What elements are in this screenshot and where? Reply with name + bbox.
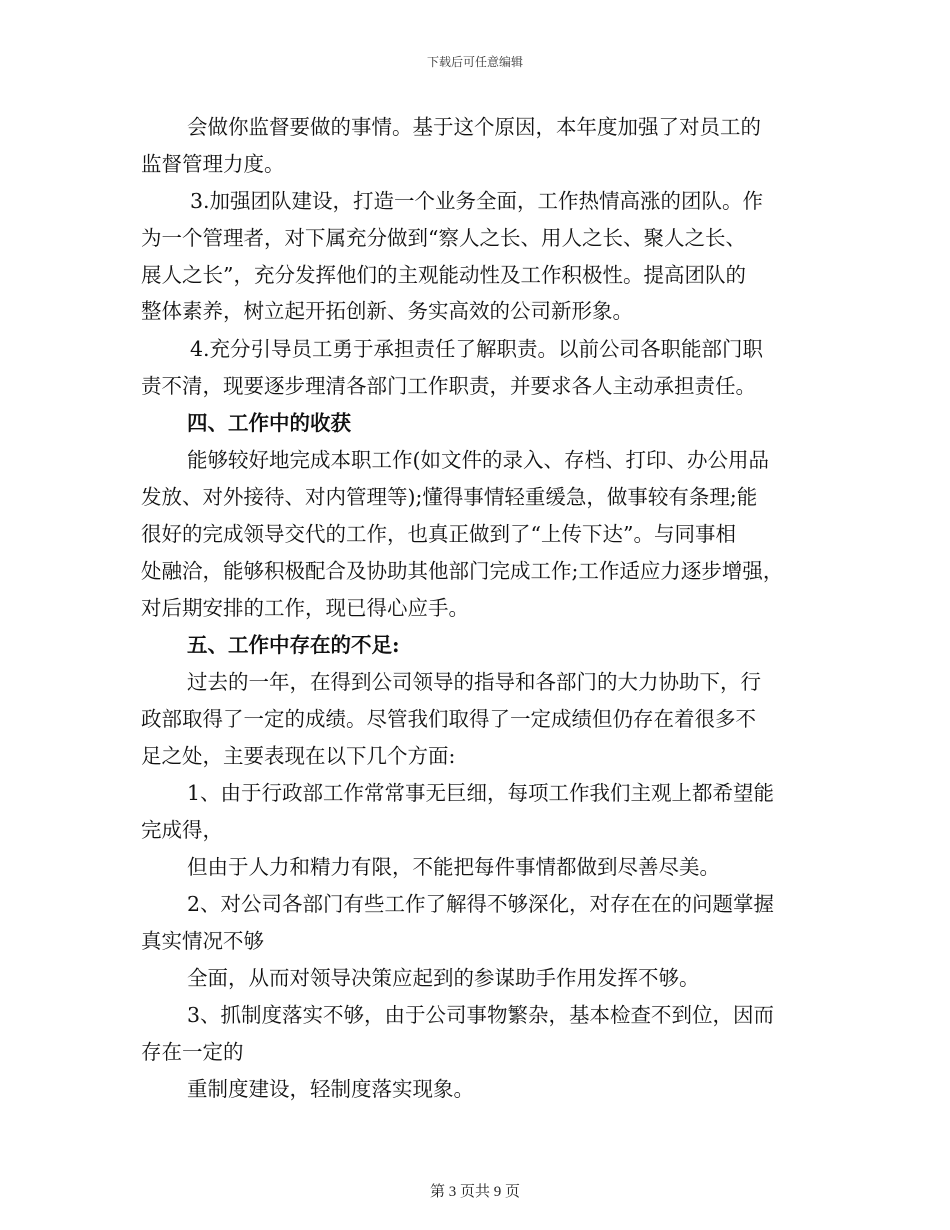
paragraph-line: 政部取得了一定的成绩。尽管我们取得了一定成绩但仍存在着很多不 [141,707,756,731]
paragraph-line: 整体素养，树立起开拓创新、务实高效的公司新形象。 [141,299,633,323]
paragraph-line: 过去的一年，在得到公司领导的指导和各部门的大力协助下，行 [187,670,761,694]
paragraph-line: 足之处，主要表现在以下几个方面: [141,744,456,768]
paragraph-line: 重制度建设，轻制度落实现象。 [187,1077,474,1101]
paragraph-line: 对后期安排的工作，现已得心应手。 [141,596,469,620]
paragraph-line: 为一个管理者，对下属充分做到“察人之长、用人之长、聚人之长、 [141,226,746,250]
paragraph-line: 3.加强团队建设，打造一个业务全面，工作热情高涨的团队。作 [190,189,764,213]
paragraph-line: 处融洽，能够积极配合及协助其他部门完成工作;工作适应力逐步增强， [141,559,784,583]
section-heading: 四、工作中的收获 [187,411,351,435]
paragraph-line: 全面，从而对领导决策应起到的参谋助手作用发挥不够。 [187,966,700,990]
paragraph-line: 完成得， [141,818,223,842]
paragraph-line: 展人之长”，充分发挥他们的主观能动性及工作积极性。提高团队的 [141,263,746,287]
paragraph-line: 但由于人力和精力有限，不能把每件事情都做到尽善尽美。 [187,855,720,879]
paragraph-line: 存在一定的 [141,1040,244,1064]
paragraph-line: 3、抓制度落实不够，由于公司事物繁杂，基本检查不到位，因而 [187,1003,775,1027]
paragraph-line: 4.充分引导员工勇于承担责任了解职责。以前公司各职能部门职 [190,337,764,361]
paragraph-line: 很好的完成领导交代的工作，也真正做到了“上传下达”。与同事相 [141,522,736,546]
paragraph-line: 责不清，现要逐步理清各部门工作职责，并要求各人主动承担责任。 [141,374,756,398]
paragraph-line: 会做你监督要做的事情。基于这个原因，本年度加强了对员工的 [187,115,761,139]
section-heading: 五、工作中存在的不足: [187,633,400,657]
paragraph-line: 真实情况不够 [141,929,264,953]
page-footer: 第 3 页共 9 页 [429,1184,520,1200]
paragraph-line: 发放、对外接待、对内管理等);懂得事情轻重缓急，做事较有条理;能 [141,485,758,509]
paragraph-line: 能够较好地完成本职工作(如文件的录入、存档、打印、办公用品 [187,448,769,472]
paragraph-line: 监督管理力度。 [141,152,285,176]
paragraph-line: 1、由于行政部工作常常事无巨细，每项工作我们主观上都希望能 [187,781,775,805]
page-header: 下载后可任意编辑 [426,55,523,69]
paragraph-line: 2、对公司各部门有些工作了解得不够深化，对存在在的问题掌握 [187,892,775,916]
